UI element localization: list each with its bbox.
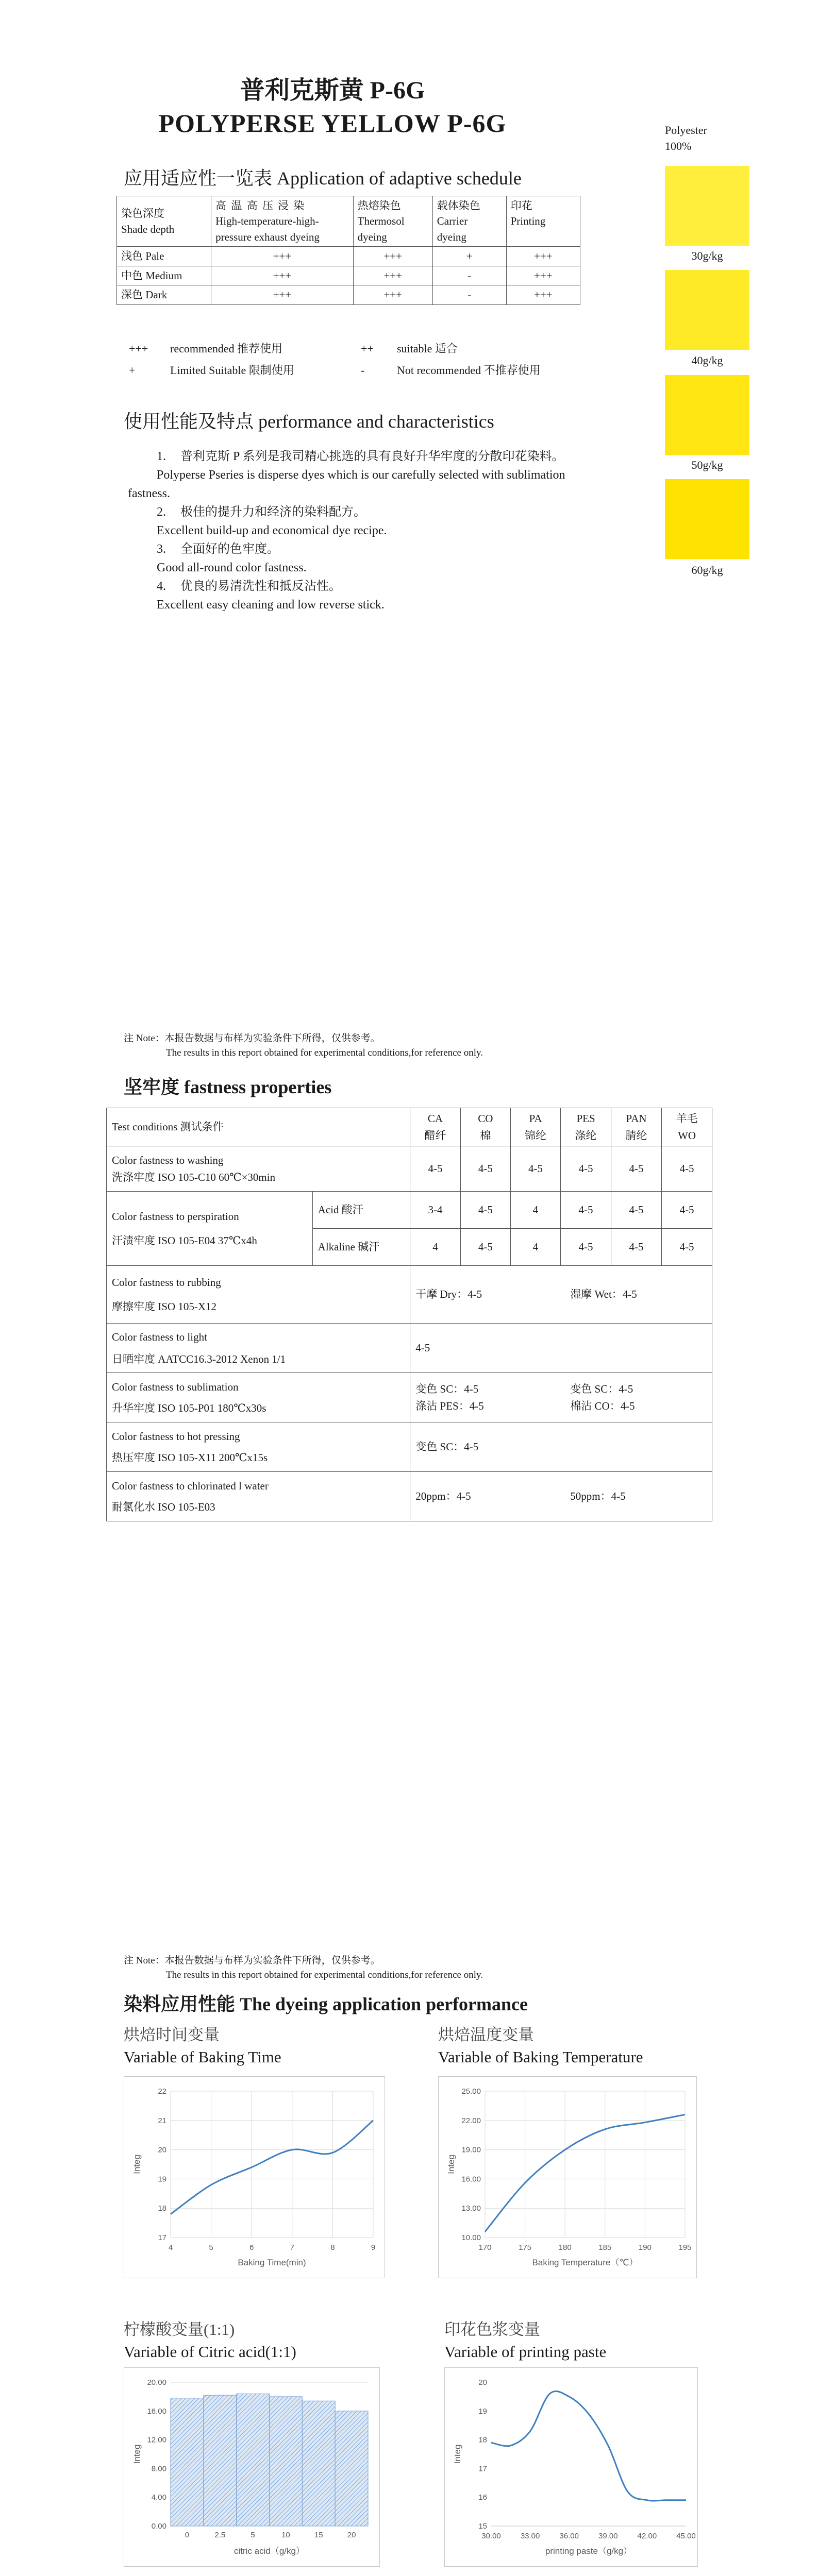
fastness-row-perspiration-alkaline: Alkaline 碱汗 4 4-5 4 4-5 4-5 4-5 [107,1229,712,1266]
performance-list: 1. 普利克斯 P 系列是我司精心挑选的具有良好升华牢度的分散印花染料。 Polyperse Pseries is disperse dyes which is our carefully selected with sublimation fastness. 2. 极佳的提升力和经济的染料配方。 Excellent build-up and economical dye recipe. 3. 全面好的色牢度。 Good all-round color fastness. 4. 优良的易清洗性和抵反沾性。 Excellent easy cleaning and low reverse stick. [128,447,633,614]
y-tick-label: 21 [158,2116,166,2125]
y-tick-label: 15 [478,2522,487,2531]
y-tick-label: 8.00 [151,2464,166,2473]
x-tick-label: 36.00 [559,2532,579,2540]
swatch-caption-fiber: Polyester [665,124,707,137]
swatch-label-40: 40g/kg [691,354,723,367]
y-tick-label: 16 [478,2493,487,2502]
chart-paste [444,2367,698,2567]
fastness-row-rubbing: Color fastness to rubbing 摩擦牢度 ISO 105-X12 干摩 Dry：4-5 湿摩 Wet：4-5 [107,1266,712,1324]
x-tick-label: 4 [168,2243,173,2252]
y-tick-label: 16.00 [461,2175,481,2184]
y-tick-label: 13.00 [461,2204,481,2213]
x-tick-label: 195 [678,2243,692,2252]
swatch-label-30: 30g/kg [691,249,723,262]
x-axis-label: printing paste（g/kg） [545,2546,632,2556]
chart-citric [124,2367,380,2567]
y-tick-label: 19.00 [461,2145,481,2155]
chart-title-baking-temp: 烘焙温度变量 Variable of Baking Temperature [438,2026,643,2066]
swatch-40 [665,270,749,350]
y-tick-label: 22 [158,2087,166,2096]
y-tick-label: 19 [478,2406,487,2416]
y-tick-label: 18 [478,2435,487,2445]
y-tick-label: 20.00 [147,2378,166,2387]
schedule-col-printing: 印花 Printing [506,196,580,247]
swatch-caption [665,123,707,155]
chart-baking-time-svg [124,2077,385,2278]
chart-title-paste: 印花色浆变量 Variable of printing paste [444,2320,607,2361]
x-tick-label: 30.00 [481,2532,501,2540]
x-tick-label: 175 [519,2243,532,2252]
bar [335,2411,368,2526]
x-tick-label: 6 [249,2243,254,2252]
x-tick-label: 33.00 [520,2532,540,2540]
y-tick-label: 12.00 [147,2435,166,2445]
x-tick-label: 2.5 [214,2531,226,2539]
fastness-row-sublimation: Color fastness to sublimation 升华牢度 ISO 105-P01 180℃x30s 变色 SC：4-5 变色 SC：4-5 涤沾 PES：4-5 棉沾 CO：4-5 [107,1373,712,1422]
x-tick-label: 39.00 [598,2532,618,2540]
performance-item-4: 4. 优良的易清洗性和抵反沾性。 [157,580,341,593]
legend-line-2: + Limited Suitable 限制使用 - Not recommended 不推荐使用 [129,364,541,377]
schedule-row-dark: 深色 Dark +++ +++ - +++ [117,285,580,304]
series-line [491,2391,686,2501]
schedule-heading: 应用适应性一览表 Application of adaptive schedule [124,168,522,189]
series-line [485,2114,685,2231]
y-tick-label: 4.00 [151,2493,166,2502]
x-axis-label: citric acid（g/kg） [234,2546,305,2556]
y-tick-label: 18 [158,2204,166,2213]
x-tick-label: 9 [371,2243,376,2252]
schedule-table [116,196,580,305]
schedule-col-exhaust: 高 温 高 压 浸 染 High-temperature-high- pressure exhaust dyeing [211,196,354,247]
x-tick-label: 42.00 [637,2532,657,2540]
schedule-row-pale: 浅色 Pale +++ +++ + +++ [117,247,580,266]
bar [302,2401,335,2526]
bar [171,2398,204,2526]
y-axis-label: Integ [453,2444,462,2464]
fastness-row-washing: Color fastness to washing 洗涤牢度 ISO 105-C10 60℃×30min 4-5 4-5 4-5 4-5 4-5 4-5 [107,1146,712,1192]
chart-baking-temp [438,2076,697,2278]
x-tick-label: 5 [251,2531,255,2539]
fastness-header-row: Test conditions 测试条件 CA 醋纤 CO 棉 PA 锦纶 PES 涤纶 PAN 腈纶 羊毛 WO [107,1108,712,1146]
schedule-col-thermosol: 热熔染色 Thermosol dyeing [353,196,432,247]
fastness-heading: 坚牢度 fastness properties [124,1077,332,1097]
y-tick-label: 17 [478,2464,487,2473]
chart-baking-temp-svg [439,2077,696,2278]
y-axis-label: Integ [132,2444,142,2464]
chart-title-baking-time: 烘焙时间变量 Variable of Baking Time [124,2026,281,2066]
note-page-1: 注 Note：本报告数据与布样为实验条件下所得，仅供参考。 The results in this report obtained for experimental conditions,for reference only. [124,1033,483,1058]
title-english: POLYPERSE YELLOW P-6G [158,109,507,138]
fastness-row-perspiration-acid: Color fastness to perspiration 汗渍牢度 ISO 105-E04 37℃x4h Acid 酸汗 3-4 4-5 4 4-5 4-5 4-5 [107,1192,712,1229]
x-tick-label: 185 [598,2243,612,2252]
title-chinese: 普利克斯黄 P-6G [240,77,425,104]
performance-item-3: 3. 全面好的色牢度。 [157,543,279,556]
x-tick-label: 45.00 [676,2532,696,2540]
x-tick-label: 170 [478,2243,492,2252]
y-tick-label: 10.00 [461,2233,481,2242]
y-tick-label: 0.00 [151,2522,166,2531]
y-tick-label: 20 [158,2145,166,2155]
performance-item-1: 1. 普利克斯 P 系列是我司精心挑选的具有良好升华牢度的分散印花染料。 [157,450,564,463]
y-tick-label: 25.00 [461,2087,481,2096]
x-tick-label: 180 [558,2243,572,2252]
bar [237,2394,270,2526]
y-tick-label: 16.00 [147,2406,166,2416]
x-tick-label: 5 [209,2243,213,2252]
x-tick-label: 10 [281,2531,290,2539]
swatch-caption-percent: 100% [665,139,692,152]
schedule-row-medium: 中色 Medium +++ +++ - +++ [117,266,580,285]
legend-line-1: +++ recommended 推荐使用 ++ suitable 适合 [129,342,458,355]
swatch-label-60: 60g/kg [691,564,723,577]
y-axis-label: Integ [132,2155,142,2174]
performance-heading: 使用性能及特点 performance and characteristics [124,411,494,432]
chart-citric-svg [124,2368,379,2566]
swatch-label-50: 50g/kg [691,459,723,471]
fastness-row-hotpress: Color fastness to hot pressing 热压牢度 ISO 105-X11 200℃x15s 变色 SC：4-5 [107,1422,712,1472]
schedule-col-depth: 染色深度 Shade depth [117,196,211,247]
x-axis-label: Baking Temperature（℃） [532,2258,638,2267]
bar [270,2397,303,2526]
swatch-30 [665,166,749,246]
x-axis-label: Baking Time(min) [238,2258,306,2267]
fastness-row-chlorine: Color fastness to chlorinated l water 耐氯化水 ISO 105-E03 20ppm：4-5 50ppm：4-5 [107,1472,712,1521]
y-tick-label: 22.00 [461,2116,481,2125]
x-tick-label: 20 [347,2531,356,2539]
fastness-table [106,1108,712,1521]
x-tick-label: 15 [314,2531,323,2539]
performance-item-2: 2. 极佳的提升力和经济的染料配方。 [157,505,366,519]
chart-paste-svg [445,2368,697,2566]
y-tick-label: 17 [158,2233,166,2242]
fastness-row-light: Color fastness to light 日晒牢度 AATCC16.3-2012 Xenon 1/1 4-5 [107,1324,712,1373]
series-line [171,2121,373,2214]
y-tick-label: 19 [158,2175,166,2184]
x-tick-label: 190 [638,2243,652,2252]
x-tick-label: 0 [185,2531,190,2539]
x-tick-label: 8 [330,2243,335,2252]
schedule-col-carrier: 载体染色 Carrier dyeing [432,196,506,247]
y-tick-label: 20 [478,2378,487,2387]
chart-title-citric: 柠檬酸变量(1:1) Variable of Citric acid(1:1) [124,2320,296,2361]
note-page-2: 注 Note：本报告数据与布样为实验条件下所得，仅供参考。 The results in this report obtained for experimental conditions,for reference only. [124,1955,483,1980]
schedule-header-row [117,196,580,247]
swatch-50 [665,375,749,455]
chart-baking-time [124,2076,385,2278]
bar [204,2395,237,2526]
swatch-60 [665,479,749,559]
dyeing-heading: 染料应用性能 The dyeing application performance [124,1994,528,2014]
y-axis-label: Integ [446,2155,456,2174]
x-tick-label: 7 [290,2243,294,2252]
